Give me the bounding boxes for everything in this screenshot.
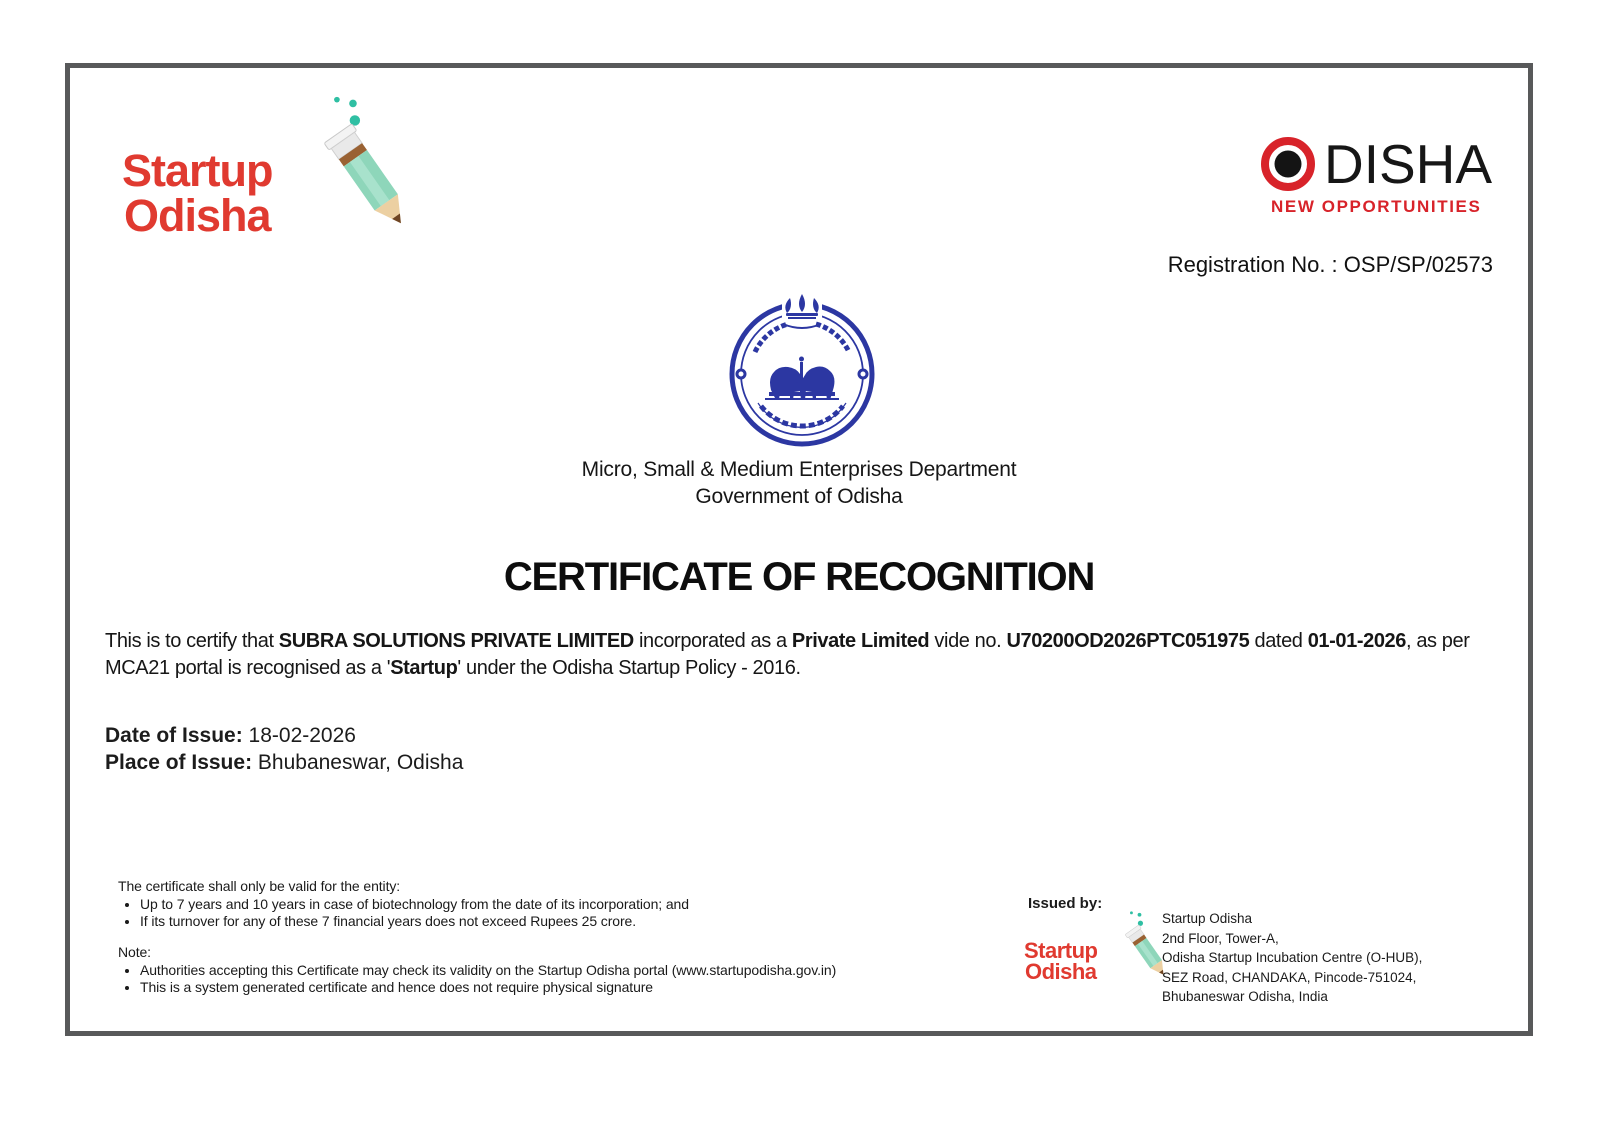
odisha-tagline: NEW OPPORTUNITIES xyxy=(1271,197,1482,216)
issue-details xyxy=(105,722,463,776)
body-segment: incorporated as a xyxy=(633,630,792,652)
issuer-address-line: Startup Odisha xyxy=(1162,911,1253,926)
issuer-address-line: Odisha Startup Incubation Centre (O-HUB), xyxy=(1162,950,1423,965)
issuer-department-block xyxy=(70,456,1528,510)
date-of-issue-row xyxy=(105,722,463,749)
startup-term: Startup xyxy=(390,657,458,679)
issuer-address xyxy=(1162,909,1422,1007)
validity-bullet: • Up to 7 years and 10 years in case of biotechnology from the date of its incorporation; and xyxy=(140,896,908,913)
place-of-issue-label: Place of Issue: xyxy=(105,751,253,774)
startup-odisha-wordmark-line2: Odisha xyxy=(123,190,271,241)
date-of-issue-label: Date of Issue: xyxy=(105,724,243,747)
body-segment: , as per MCA21 portal is recognised as a ' xyxy=(105,630,1470,679)
startup-odisha-wordmark xyxy=(122,145,273,241)
odisha-new-opportunities-logo xyxy=(1258,134,1518,217)
body-segment: This is to certify that xyxy=(105,630,279,652)
company-type: Private Limited xyxy=(791,630,930,652)
issued-by-label: Issued by: xyxy=(1028,895,1103,912)
validity-bullet: • If its turnover for any of these 7 financial years does not exceed Rupees 25 crore. xyxy=(140,913,908,930)
department-name: Micro, Small & Medium Enterprises Department xyxy=(581,458,1017,481)
note-label: Note: xyxy=(118,944,151,960)
note-bullet: • Authorities accepting this Certificate may check its validity on the Startup Odisha portal (www.startupodisha.gov.in) xyxy=(140,962,908,979)
odisha-o-icon xyxy=(1258,134,1318,194)
government-name: Government of Odisha xyxy=(695,485,903,508)
place-of-issue-row xyxy=(105,749,463,776)
startup-odisha-wordmark-line1: Startup xyxy=(122,145,273,196)
body-segment: dated xyxy=(1249,630,1308,652)
validity-intro: The certificate shall only be valid for the entity: xyxy=(118,878,401,894)
issuer-address-line: 2nd Floor, Tower-A, xyxy=(1162,930,1279,946)
certificate-border xyxy=(65,63,1533,1036)
odisha-state-emblem-icon xyxy=(727,294,877,449)
pencil-icon xyxy=(318,94,422,250)
company-name: SUBRA SOLUTIONS PRIVATE LIMITED xyxy=(278,630,634,652)
validity-notes xyxy=(118,878,908,996)
body-segment: ' under the Odisha Startup Policy - 2016. xyxy=(457,657,801,679)
note-bullet-list xyxy=(118,962,908,996)
certificate-title: CERTIFICATE OF RECOGNITION xyxy=(503,555,1095,599)
startup-odisha-wordmark-small xyxy=(1024,940,1098,982)
body-segment: vide no. xyxy=(929,630,1007,652)
startup-odisha-logo xyxy=(120,86,460,261)
odisha-wordmark: DISHA xyxy=(1324,133,1493,195)
issuer-address-line: Bhubaneswar Odisha, India xyxy=(1162,989,1328,1004)
incorporation-date: 01-01-2026 xyxy=(1307,630,1407,652)
place-of-issue-value: Bhubaneswar, Odisha xyxy=(257,751,464,774)
date-of-issue-value: 18-02-2026 xyxy=(248,724,356,747)
registration-number: Registration No. : OSP/SP/02573 xyxy=(1167,252,1493,277)
cin-number: U70200OD2026PTC051975 xyxy=(1006,630,1250,652)
certificate-body xyxy=(105,628,1507,682)
issuer-address-line: SEZ Road, CHANDAKA, Pincode-751024, xyxy=(1162,969,1417,985)
validity-bullet-list xyxy=(118,896,908,930)
startup-odisha-wordmark-small-line1: Startup xyxy=(1024,938,1098,963)
startup-odisha-wordmark-small-line2: Odisha xyxy=(1024,959,1097,984)
note-bullet: • This is a system generated certificate and hence does not require physical signature xyxy=(140,979,908,996)
